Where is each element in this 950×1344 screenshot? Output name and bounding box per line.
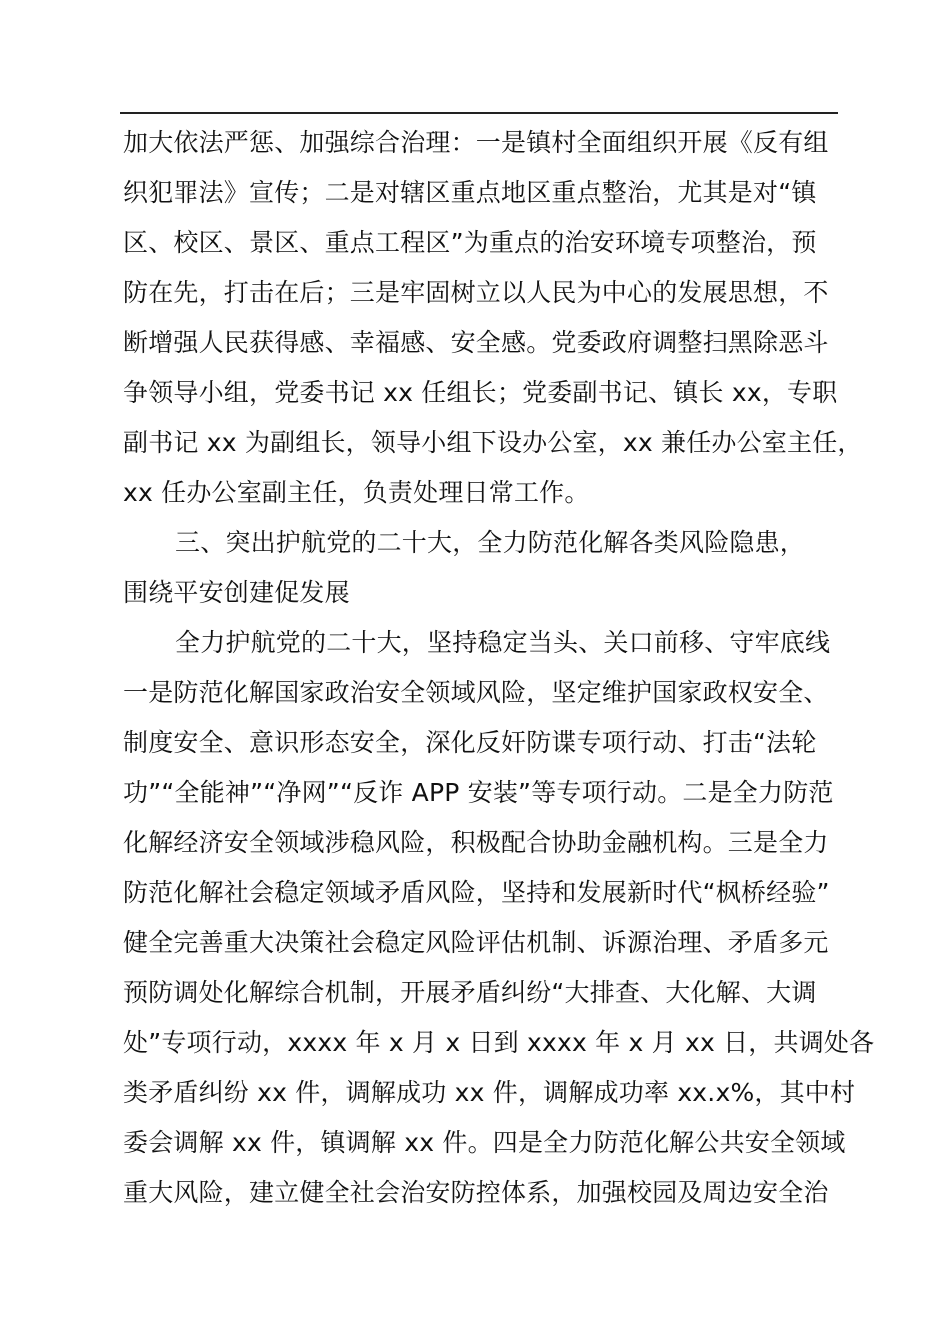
body-line: 区、校区、景区、重点工程区”为重点的治安环境专项整治，预 bbox=[123, 228, 817, 257]
body-line: 副书记 xx 为副组长，领导小组下设办公室，xx 兼任办公室主任， bbox=[123, 428, 863, 457]
body-line: 功”“全能神”“净网”“反诈 APP 安装”等专项行动。二是全力防范 bbox=[123, 778, 834, 807]
header-rule bbox=[120, 112, 838, 114]
body-line: 重大风险，建立健全社会治安防控体系，加强校园及周边安全治 bbox=[123, 1178, 829, 1207]
body-line: 制度安全、意识形态安全，深化反奸防谍专项行动、打击“法轮 bbox=[123, 728, 817, 757]
body-line: 一是防范化解国家政治安全领域风险，坚定维护国家政权安全、 bbox=[123, 678, 829, 707]
body-line: 争领导小组，党委书记 xx 任组长；党委副书记、镇长 xx，专职 bbox=[123, 378, 838, 407]
body-line: 防在先，打击在后；三是牢固树立以人民为中心的发展思想，不 bbox=[123, 278, 829, 307]
body-line: 断增强人民获得感、幸福感、安全感。党委政府调整扫黑除恶斗 bbox=[123, 328, 829, 357]
body-line: 处”专项行动，xxxx 年 x 月 x 日到 xxxx 年 x 月 xx 日，共调处各 bbox=[123, 1028, 875, 1057]
body-line: 全力护航党的二十大，坚持稳定当头、关口前移、守牢底线 bbox=[175, 628, 831, 657]
body-line: xx 任办公室副主任，负责处理日常工作。 bbox=[123, 478, 590, 507]
body-line: 预防调处化解综合机制，开展矛盾纠纷“大排查、大化解、大调 bbox=[123, 978, 817, 1007]
body-line: 防范化解社会稳定领域矛盾风险，坚持和发展新时代“枫桥经验” bbox=[123, 878, 830, 907]
body-line: 类矛盾纠纷 xx 件，调解成功 xx 件，调解成功率 xx.x%，其中村 bbox=[123, 1078, 856, 1107]
body-line: 健全完善重大决策社会稳定风险评估机制、诉源治理、矛盾多元 bbox=[123, 928, 829, 957]
body-line: 委会调解 xx 件，镇调解 xx 件。四是全力防范化解公共安全领域 bbox=[123, 1128, 846, 1157]
section-heading: 三、突出护航党的二十大，全力防范化解各类风险隐患， bbox=[175, 528, 806, 557]
body-line: 织犯罪法》宣传；二是对辖区重点地区重点整治，尤其是对“镇 bbox=[123, 178, 817, 207]
body-line: 化解经济安全领域涉稳风险，积极配合协助金融机构。三是全力 bbox=[123, 828, 829, 857]
body-line: 加大依法严惩、加强综合治理：一是镇村全面组织开展《反有组 bbox=[123, 128, 829, 157]
section-heading-cont: 围绕平安创建促发展 bbox=[123, 578, 350, 607]
